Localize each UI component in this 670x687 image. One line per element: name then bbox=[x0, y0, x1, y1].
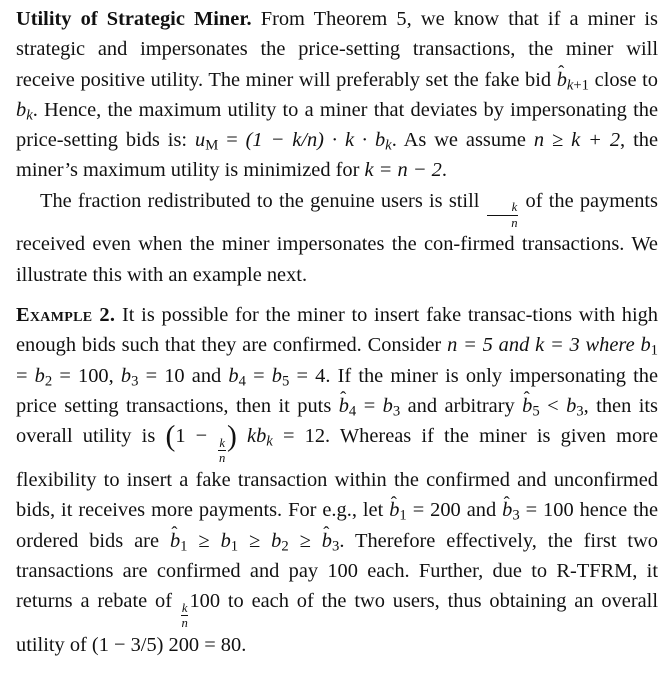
example-2: Example 2. It is possible for the miner to insert fake transac-tions with high enough bids such that they are confirmed. Consider n = 5 and k = 3 where b1 = b2 = 100, b3 = 10 and b4 = b5 = 4. If the miner is only impersonating the price setting transactions, then it puts ˆ b4 = b3 and arbitrary ˆ b5 < b3, then its overall utility is (1 − $\frac{k}{n}$ ) $kb_k = 12$. Whereas if the miner is given more flexibility to insert a fake transaction within the confirmed and unconfirmed bids, it receives more payments. For e.g., let ˆ b1 = 200 and ˆ b3 = 100 hence the ordered bids are ˆ b1 ≥ b1 ≥ b2 ≥ ˆ b3. Therefore effectively, the first two transactions are confirmed and pay 100 each. Further, due to R-TFRM, it returns a rebate of $\frac{k}{n}$ 100 to each of the two users, thus obtaining an overall utility of (1 − 3/5) 200 = 80. bbox=[16, 300, 658, 660]
b-hat-k1: ˆ $b_k+1$ bbox=[557, 65, 589, 95]
paragraph-utility-strategic-miner: Utility of Strategic Miner. From Theorem 5, we know that if a miner is strategic and impersonates the price-setting transactions, the miner will receive positive utility. The miner will preferably set the fake bid ˆ $b_k+1$ close to $b_k$. Hence, the maximum utility to a miner that deviates by impersonating the price-setting bids is: uM = $(1 - k/n) \cdot k \cdot b_k$. As we assume n ≥ k + 2, the miner’s maximum utility is minimized for k = n − 2. bbox=[16, 4, 658, 186]
utility-formula: (1 − k/n) · k · b bbox=[245, 129, 386, 152]
paragraph-fraction-redistributed: The fraction redistributed to the genuine users is still $\frac{k}{n}$ of the payments received even when the miner impersonates the con-firmed transactions. We illustrate this with an example next. bbox=[16, 189, 658, 286]
example-heading: Example 2. bbox=[16, 304, 116, 327]
run-in-heading: Utility of Strategic Miner. bbox=[16, 8, 252, 30]
utility-symbol: uM bbox=[195, 129, 219, 154]
fraction-k-over-n: $\frac{k}{n}$ bbox=[487, 201, 519, 229]
